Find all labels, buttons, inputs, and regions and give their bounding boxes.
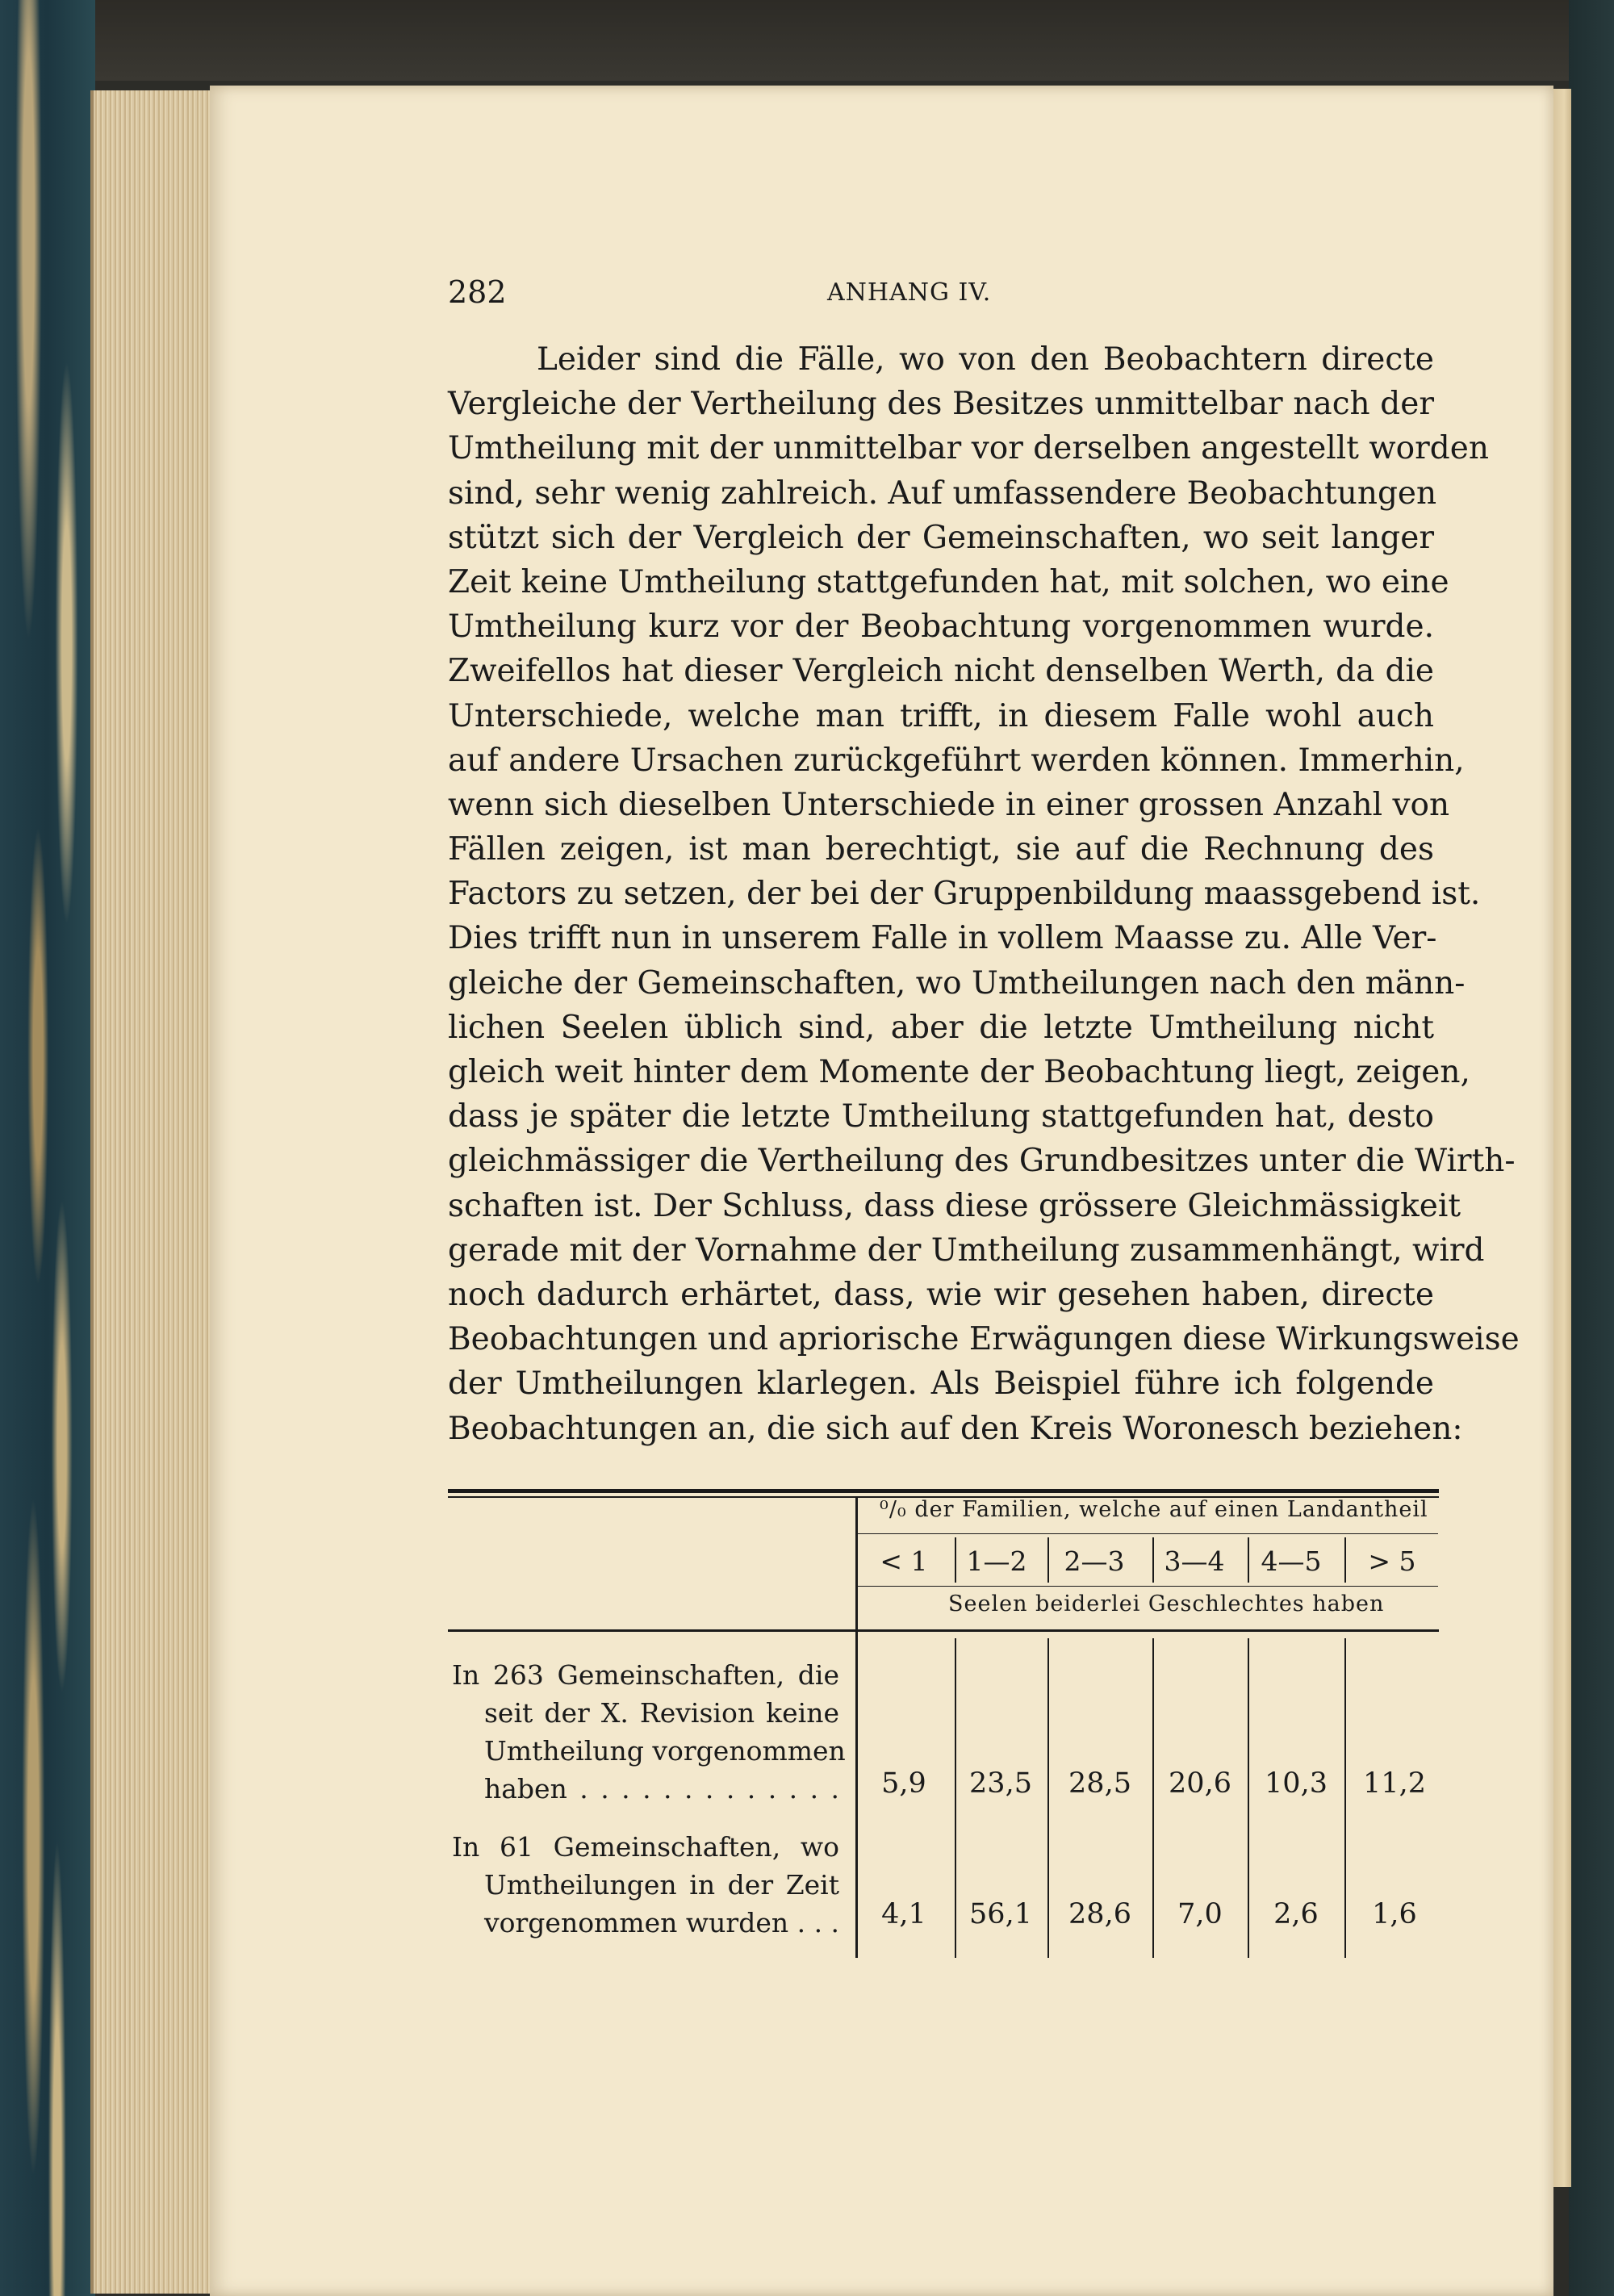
table-cell: 20,6 xyxy=(1169,1767,1231,1800)
table-cell: 5,9 xyxy=(881,1767,926,1800)
header-rule xyxy=(857,1586,1438,1587)
text-line: schaften ist. Der Schluss, dass diese grössere Gleichmässigkeit xyxy=(448,1187,1461,1224)
page-edges xyxy=(90,90,213,2294)
page-number: 282 xyxy=(448,274,507,310)
text-line: Factors zu setzen, der bei der Gruppenbildung maassgebend ist. xyxy=(448,876,1481,913)
text-line: lichen Seelen üblich sind, aber die letzte Umtheilung nicht xyxy=(448,1009,1434,1046)
marbled-cover-left xyxy=(0,0,95,2296)
text-line: Leider sind die Fälle, wo von den Beobachtern directe xyxy=(537,341,1434,378)
text-line: stützt sich der Vergleich der Gemeinschaften, wo seit langer xyxy=(448,519,1434,556)
row-label-line: haben . . . . . . . . . . . . . xyxy=(484,1773,839,1805)
row-label-line: In 263 Gemeinschaften, die xyxy=(452,1659,839,1691)
table-cell: 7,0 xyxy=(1177,1898,1223,1930)
text-line: Beobachtungen an, die sich auf den Kreis Woronesch beziehen: xyxy=(448,1410,1463,1447)
header-divider xyxy=(1047,1537,1049,1583)
category-header: 1—2 xyxy=(966,1545,1027,1577)
text-line: gleichmässiger die Vertheilung des Grundbesitzes unter die Wirth- xyxy=(448,1143,1516,1180)
table-cell: 28,5 xyxy=(1068,1767,1131,1800)
table-cell: 56,1 xyxy=(969,1898,1032,1930)
text-line: Dies trifft nun in unserem Falle in vollem Maasse zu. Alle Ver- xyxy=(448,920,1437,957)
row-label-line: In 61 Gemeinschaften, wo xyxy=(452,1831,839,1863)
category-header: 2—3 xyxy=(1064,1545,1125,1577)
book-cover-right xyxy=(1569,0,1614,2296)
stub-separator xyxy=(855,1498,858,1958)
category-header: 4—5 xyxy=(1261,1545,1322,1577)
text-line: gleich weit hinter dem Momente der Beobachtung liegt, zeigen, xyxy=(448,1054,1470,1090)
table-cell: 2,6 xyxy=(1273,1898,1319,1930)
header-rule xyxy=(857,1533,1438,1534)
category-header: 3—4 xyxy=(1164,1545,1225,1577)
header-divider xyxy=(1152,1537,1154,1583)
category-header: > 5 xyxy=(1368,1545,1416,1577)
text-line: Zeit keine Umtheilung stattgefunden hat, mit solchen, wo eine xyxy=(448,563,1449,600)
text-line: der Umtheilungen klarlegen. Als Beispiel führe ich folgende xyxy=(448,1365,1434,1403)
page-header xyxy=(448,274,1449,310)
row-label-line: vorgenommen wurden . . . xyxy=(484,1907,840,1938)
table-header-bottom: Seelen beiderlei Geschlechtes haben xyxy=(948,1591,1385,1616)
table-top-rule xyxy=(448,1489,1439,1493)
text-line: Beobachtungen und apriorische Erwägungen diese Wirkungsweise xyxy=(448,1321,1520,1358)
table-cell: 28,6 xyxy=(1068,1898,1131,1930)
text-line: sind, sehr wenig zahlreich. Auf umfassendere Beobachtungen xyxy=(448,475,1437,512)
text-line: Fällen zeigen, ist man berechtigt, sie auf die Rechnung des xyxy=(448,831,1434,868)
header-body-rule xyxy=(448,1629,1439,1632)
table-cell: 1,6 xyxy=(1372,1898,1417,1930)
table-cell: 4,1 xyxy=(881,1898,926,1930)
table-cell: 23,5 xyxy=(969,1767,1032,1800)
row-label-line: Umtheilung vorgenommen xyxy=(484,1735,846,1767)
row-label-line: Umtheilungen in der Zeit xyxy=(484,1869,839,1901)
book-spine xyxy=(1553,89,1571,2187)
table-row-label xyxy=(452,1828,839,1942)
book-cover-top xyxy=(0,0,1614,81)
text-line: gerade mit der Vornahme der Umtheilung zusammenhängt, wird xyxy=(448,1232,1485,1269)
text-line: dass je später die letzte Umtheilung stattgefunden hat, desto xyxy=(448,1098,1434,1135)
text-line: auf andere Ursachen zurückgeführt werden können. Immerhin, xyxy=(448,742,1465,779)
table-cell: 11,2 xyxy=(1363,1767,1426,1800)
body-paragraph xyxy=(448,337,1520,1451)
table-header-top: ⁰/₀ der Familien, welche auf einen Landantheil xyxy=(880,1497,1428,1522)
header-divider xyxy=(1248,1537,1249,1583)
text-line: Umtheilung kurz vor der Beobachtung vorgenommen wurde. xyxy=(448,609,1434,646)
category-header: < 1 xyxy=(880,1545,928,1577)
text-line: gleiche der Gemeinschaften, wo Umtheilungen nach den männ- xyxy=(448,964,1466,1002)
header-divider xyxy=(1344,1537,1346,1583)
row-label-line: seit der X. Revision keine xyxy=(484,1697,839,1729)
text-line: Unterschiede, welche man trifft, in diesem Falle wohl auch xyxy=(448,697,1434,734)
text-line: Zweifellos hat dieser Vergleich nicht denselben Werth, da die xyxy=(448,653,1434,690)
text-line: noch dadurch erhärtet, dass, wie wir gesehen haben, directe xyxy=(448,1276,1434,1313)
header-divider xyxy=(955,1537,956,1583)
text-line: wenn sich dieselben Unterschiede in einer grossen Anzahl von xyxy=(448,786,1450,823)
running-head: ANHANG IV. xyxy=(827,278,992,307)
table-row-label xyxy=(452,1656,846,1808)
table-cell: 10,3 xyxy=(1265,1767,1328,1800)
text-line: Umtheilung mit der unmittelbar vor derselben angestellt worden xyxy=(448,430,1489,467)
text-line: Vergleiche der Vertheilung des Besitzes unmittelbar nach der xyxy=(448,386,1434,423)
